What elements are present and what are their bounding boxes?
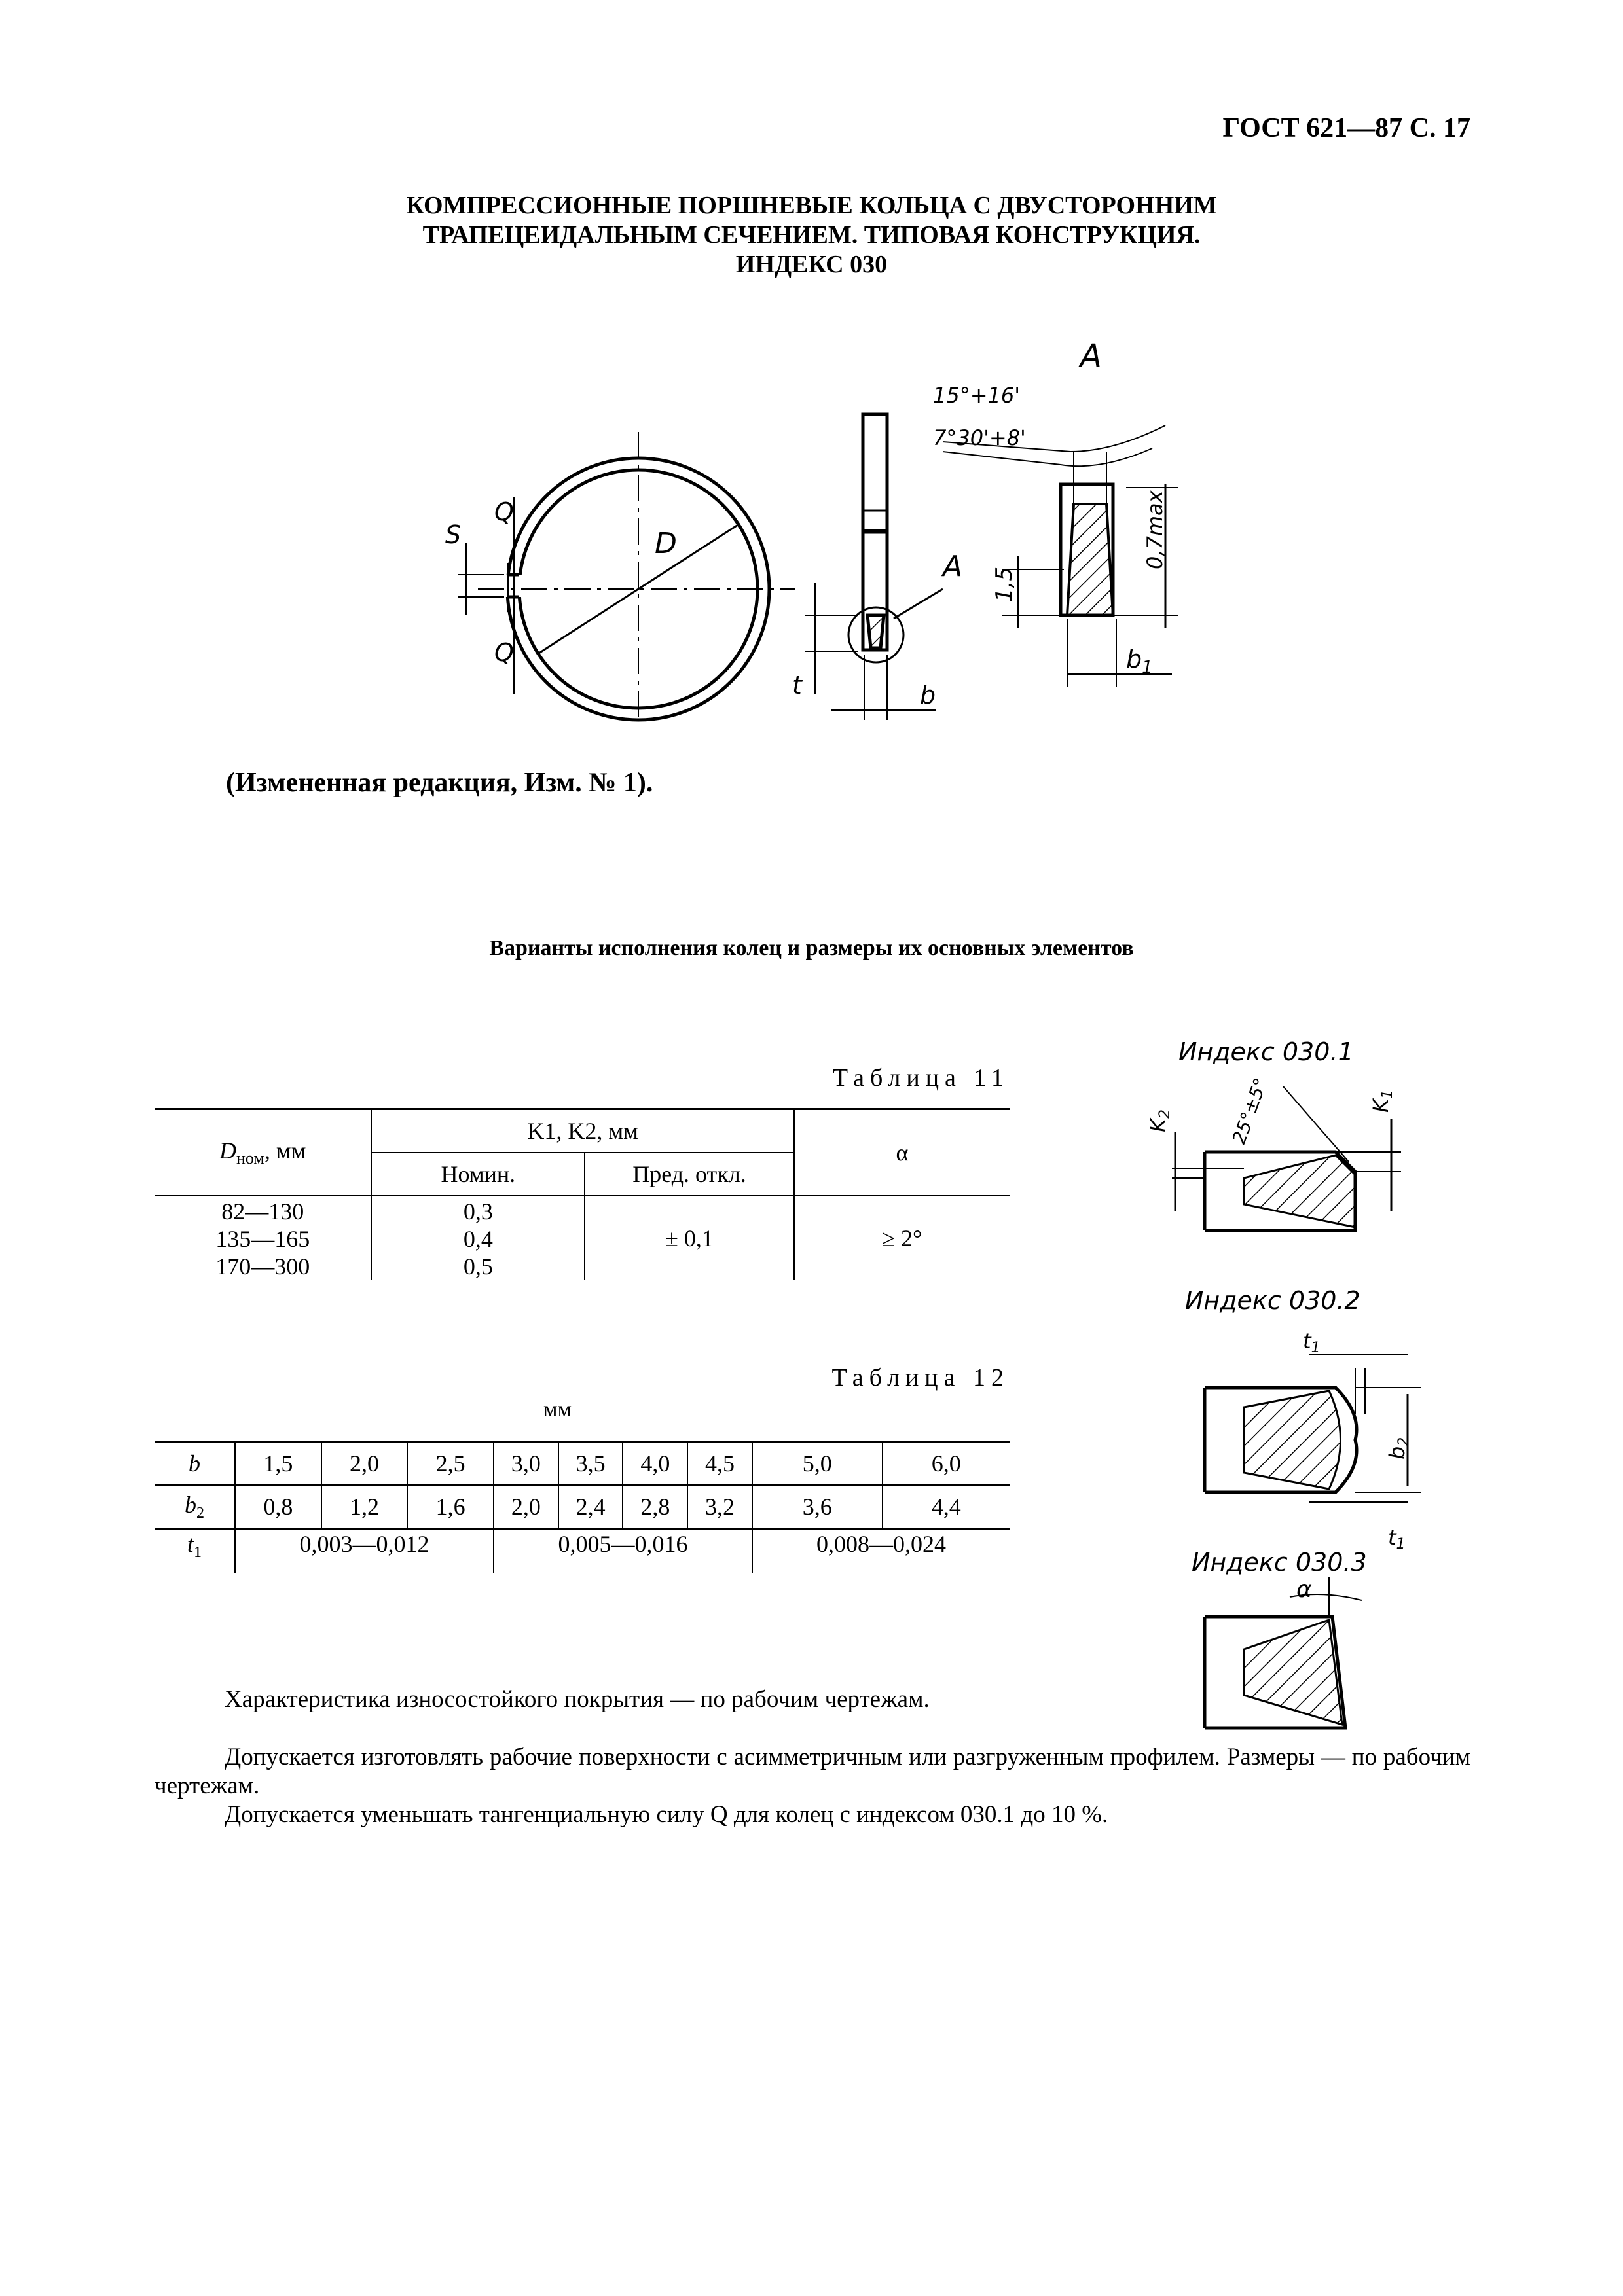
table12-unit: мм bbox=[543, 1397, 572, 1422]
variant-030-1-title: Индекс 030.1 bbox=[1178, 1037, 1354, 1066]
changed-edition-note: (Измененная редакция, Изм. № 1). bbox=[226, 768, 653, 798]
ring-drawing bbox=[0, 0, 1623, 753]
label-q-top: Q bbox=[494, 497, 514, 526]
variant-030-2-t1-bottom: t1 bbox=[1388, 1525, 1406, 1552]
label-a-ref: A bbox=[943, 550, 963, 583]
t11-tolerance: ± 0,1 bbox=[585, 1196, 794, 1280]
variant-030-2-b2: b2 bbox=[1385, 1437, 1412, 1460]
label-q-bottom: Q bbox=[494, 638, 514, 667]
variant-030-2-t1-top: t1 bbox=[1303, 1329, 1321, 1356]
label-t: t bbox=[792, 671, 802, 700]
label-d: D bbox=[655, 527, 677, 560]
label-angle1: 15°+16' bbox=[933, 383, 1021, 408]
t12-b2-cell: 0,8 bbox=[235, 1485, 321, 1530]
variant-030-1-k2: K2 bbox=[1146, 1109, 1173, 1132]
variant-030-1-k1: K1 bbox=[1368, 1090, 1396, 1113]
t11-header-d: $D_{ном}$, мм bbox=[155, 1109, 371, 1196]
label-view-a: A bbox=[1080, 338, 1102, 374]
variant-030-3-title: Индекс 030.3 bbox=[1192, 1548, 1367, 1577]
t12-b2-cell: 2,8 bbox=[623, 1485, 687, 1530]
label-b1: $b_1$ bbox=[1126, 645, 1153, 677]
label-b: b bbox=[920, 681, 936, 709]
t11-header-tol: Пред. откл. bbox=[585, 1153, 794, 1196]
t12-b-cell: 3,0 bbox=[494, 1442, 558, 1485]
t12-b2-cell: 3,2 bbox=[687, 1485, 752, 1530]
t12-b2-cell: 1,6 bbox=[407, 1485, 494, 1530]
t12-b-cell: 3,5 bbox=[558, 1442, 623, 1485]
t11-header-k: K1, K2, мм bbox=[371, 1109, 793, 1153]
title-line-1: КОМПРЕССИОННЫЕ ПОРШНЕВЫЕ КОЛЬЦА С ДВУСТОРОННИМ bbox=[406, 192, 1217, 219]
t12-b2-cell: 2,0 bbox=[494, 1485, 558, 1530]
variant-030-3-alpha: α bbox=[1296, 1576, 1312, 1603]
label-angle2: 7°30'+8' bbox=[933, 425, 1026, 450]
t12-b2-cell: 2,4 bbox=[558, 1485, 623, 1530]
t11-header-nom: Номин. bbox=[371, 1153, 585, 1196]
t12-b2-cell: 3,6 bbox=[752, 1485, 883, 1530]
label-0-7max: 0,7max bbox=[1142, 490, 1167, 569]
page-header: ГОСТ 621—87 С. 17 bbox=[1222, 113, 1470, 143]
t12-b-cell: 6,0 bbox=[931, 1450, 961, 1477]
t12-b-cell: 5,0 bbox=[752, 1442, 883, 1485]
paragraph-3: Допускается уменьшать тангенциальную силу Q для колец с индексом 030.1 до 10 %. bbox=[225, 1801, 1108, 1828]
table-12 bbox=[155, 1441, 1010, 1573]
t11-header-alpha: α bbox=[794, 1109, 1010, 1196]
t12-row-b2-label: $b_2$ bbox=[155, 1485, 235, 1530]
t12-t1-cell: 0,008—0,024 bbox=[816, 1531, 946, 1557]
variant-030-2-title: Индекс 030.2 bbox=[1185, 1286, 1360, 1315]
t12-b2-cell: 1,2 bbox=[321, 1485, 408, 1530]
title-line-3: ИНДЕКС 030 bbox=[735, 251, 888, 278]
title-line-2: ТРАПЕЦЕИДАЛЬНЫМ СЕЧЕНИЕМ. ТИПОВАЯ КОНСТРУКЦИЯ. bbox=[422, 221, 1201, 249]
table-11 bbox=[155, 1108, 1010, 1280]
table11-caption: Таблица 11 bbox=[832, 1064, 1010, 1092]
t12-b-cell: 4,0 bbox=[623, 1442, 687, 1485]
variant-030-1-angle: 25°±5° bbox=[1228, 1075, 1272, 1147]
t12-t1-cell: 0,003—0,012 bbox=[235, 1530, 494, 1573]
variant-drawings bbox=[1113, 1021, 1506, 1741]
paragraph-1: Характеристика износостойкого покрытия — по рабочим чертежам. bbox=[225, 1686, 930, 1713]
label-1-5: 1,5 bbox=[991, 566, 1017, 602]
t12-row-t1-label: $t_1$ bbox=[155, 1530, 235, 1573]
t12-b-cell: 1,5 bbox=[235, 1442, 321, 1485]
t12-b-cell: 2,0 bbox=[321, 1442, 408, 1485]
t12-b-cell: 4,5 bbox=[687, 1442, 752, 1485]
t11-ranges: 82—130 135—165 170—300 bbox=[155, 1196, 371, 1280]
t12-b-cell: 2,5 bbox=[407, 1442, 494, 1485]
label-s: S bbox=[445, 520, 462, 549]
t11-nominals: 0,3 0,4 0,5 bbox=[371, 1196, 585, 1280]
t12-b2-cell: 4,4 bbox=[931, 1494, 961, 1520]
t11-alpha: ≥ 2° bbox=[882, 1225, 922, 1251]
paragraph-2: Допускается изготовлять рабочие поверхности с асимметричным или разгруженным профилем. Размеры — по рабочим чертежам. bbox=[155, 1744, 1470, 1799]
t12-t1-cell: 0,005—0,016 bbox=[494, 1530, 752, 1573]
t12-row-b-label: b bbox=[155, 1442, 235, 1485]
section-subtitle: Варианты исполнения колец и размеры их основных элементов bbox=[489, 936, 1134, 960]
table12-caption: Таблица 12 bbox=[831, 1364, 1010, 1391]
